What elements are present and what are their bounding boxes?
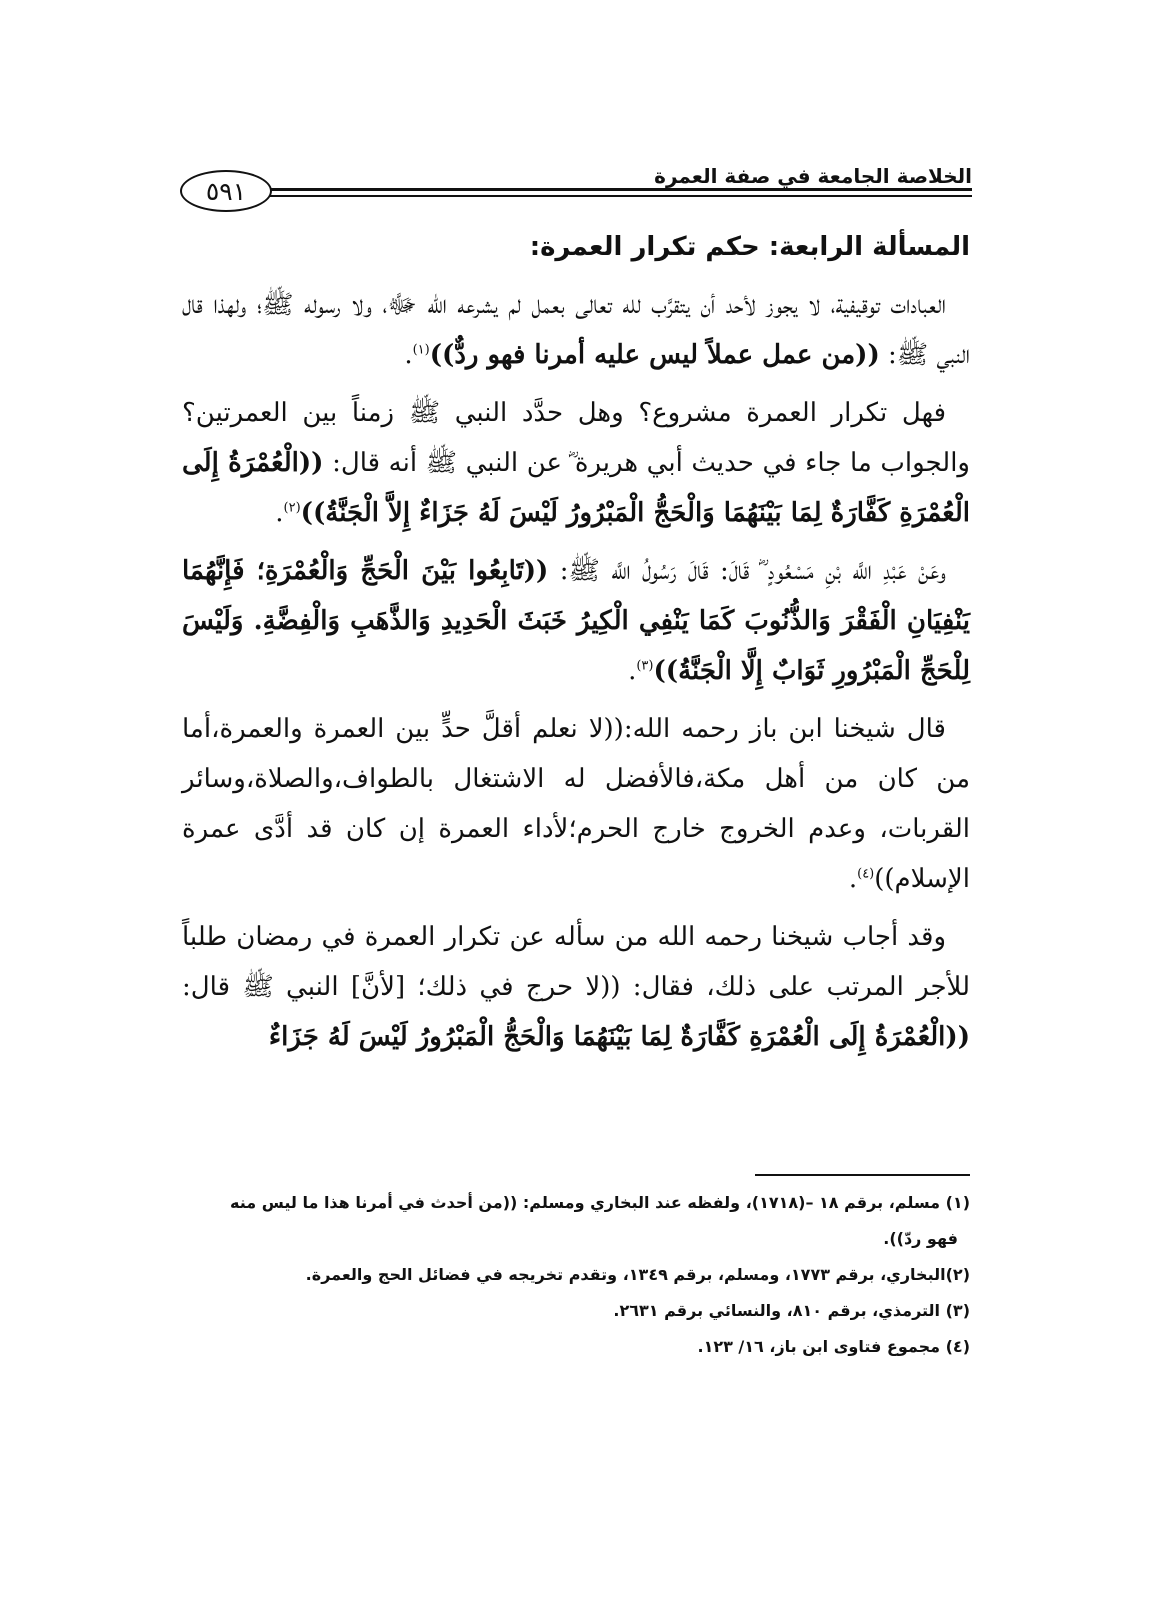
paragraph-2-text: فهل تكرار العمرة مشروع؟ وهل حدَّد النبي ﷺ زمناً بين العمرتين؟ والجواب ما جاء في حديث أبي هريرة ؓ عن النبي ﷺ أنه قال: xyxy=(182,398,970,478)
paragraph-3-end: . xyxy=(628,656,637,686)
paragraph-1-end: . xyxy=(404,340,413,370)
running-title: الخلاصة الجامعة في صفة العمرة xyxy=(654,164,972,188)
paragraph-4-text: قال شيخنا ابن باز رحمه الله:((لا نعلم أقلَّ حدٍّ بين العمرة والعمرة،أما من كان من أهل مكة،فالأفضل له الاشتغال بالطواف،والصلاة،وسائر القربات، وعدم الخروج خارج الحرم؛لأداء العمرة إن كان قد أدَّى عمرة الإسلام)) xyxy=(182,714,970,894)
footnote-2: (٢)البخاري، برقم ١٧٧٣، ومسلم، برقم ١٣٤٩، وتقدم تخريجه في فضائل الحج والعمرة. xyxy=(305,1265,970,1284)
paragraph-3 xyxy=(182,546,970,696)
footnote-3: (٣) الترمذي، برقم ٨١٠، والنسائي برقم ٢٦٣١. xyxy=(613,1301,970,1320)
footnote-separator xyxy=(755,1174,970,1176)
paragraph-5-text: وقد أجاب شيخنا رحمه الله من سأله عن تكرار العمرة في رمضان طلباً للأجر المرتب على ذلك، فقال: ((لا حرج في ذلك؛ [لأنَّ] النبي ﷺ قال: xyxy=(182,922,970,1002)
paragraph-1-text: العبادات توقيفية، لا يجوز لأحد أن يتقرَّب لله تعالى بعمل لم يشرعه الله ﷻ، ولا رسوله ﷺ؛ ولهذا قال النبي ﷺ: xyxy=(182,290,970,370)
footnote-ref-2: (٢) xyxy=(283,500,301,516)
footnote-ref-1: (١) xyxy=(412,342,430,358)
paragraph-5-quote: ((الْعُمْرَةُ إِلَى الْعُمْرَةِ كَفَّارَةٌ لِمَا بَيْنَهُمَا وَالْحَجُّ الْمَبْرُورُ لَيْسَ لَهُ جَزَاءٌ xyxy=(268,1022,970,1052)
paragraph-1 xyxy=(182,280,970,380)
footnote-1-continued: فهو ردّ)). xyxy=(883,1229,958,1248)
section-heading: المسألة الرابعة: حكم تكرار العمرة: xyxy=(529,232,970,262)
paragraph-3-quote: ((تَابِعُوا بَيْنَ الْحَجِّ وَالْعُمْرَةِ؛ فَإِنَّهُمَا يَنْفِيَانِ الْفَقْرَ وَالذُّنُوبَ كَمَا يَنْفِي الْكِيرُ خَبَثَ الْحَدِيدِ وَالذَّهَبِ وَالْفِضَّةِ. وَلَيْسَ لِلْحَجِّ الْمَبْرُورِ ثَوَابٌ إِلَّا الْجَنَّةُ)) xyxy=(182,556,970,686)
footnote-1: (١) مسلم، برقم ١٨ –(١٧١٨)، ولفظه عند البخاري ومسلم: ((من أحدث في أمرنا هذا ما ليس منه xyxy=(230,1193,970,1212)
footnote-4: (٤) مجموع فتاوى ابن باز، ١٦/ ١٢٣. xyxy=(697,1337,970,1356)
footnotes xyxy=(182,1186,970,1366)
main-text xyxy=(182,224,970,1070)
header-rule-thin xyxy=(262,195,972,197)
paragraph-2 xyxy=(182,388,970,538)
paragraph-4 xyxy=(182,704,970,904)
footnote-ref-3: (٣) xyxy=(636,658,654,674)
header-rule-thick xyxy=(262,188,972,191)
paragraph-3-text: وعَنْ عَبْدِ اللَّه بْنِ مَسْعُودٍ ؓ قَالَ: قَالَ رَسُولُ اللَّه ﷺ: xyxy=(548,556,946,586)
page-number: ٥٩١ xyxy=(180,170,272,212)
paragraph-2-quote: ((الْعُمْرَةُ إِلَى الْعُمْرَةِ كَفَّارَةٌ لِمَا بَيْنَهُمَا وَالْحَجُّ الْمَبْرُورُ لَيْسَ لَهُ جَزَاءٌ إِلاَّ الْجَنَّةُ)) xyxy=(182,448,970,528)
paragraph-2-end: . xyxy=(275,498,284,528)
paragraph-5 xyxy=(182,912,970,1062)
paragraph-4-end: . xyxy=(848,864,858,894)
footnote-ref-4: (٤) xyxy=(857,866,875,882)
paragraph-1-quote: ((من عمل عملاً ليس عليه أمرنا فهو ردٌّ)) xyxy=(429,340,880,370)
